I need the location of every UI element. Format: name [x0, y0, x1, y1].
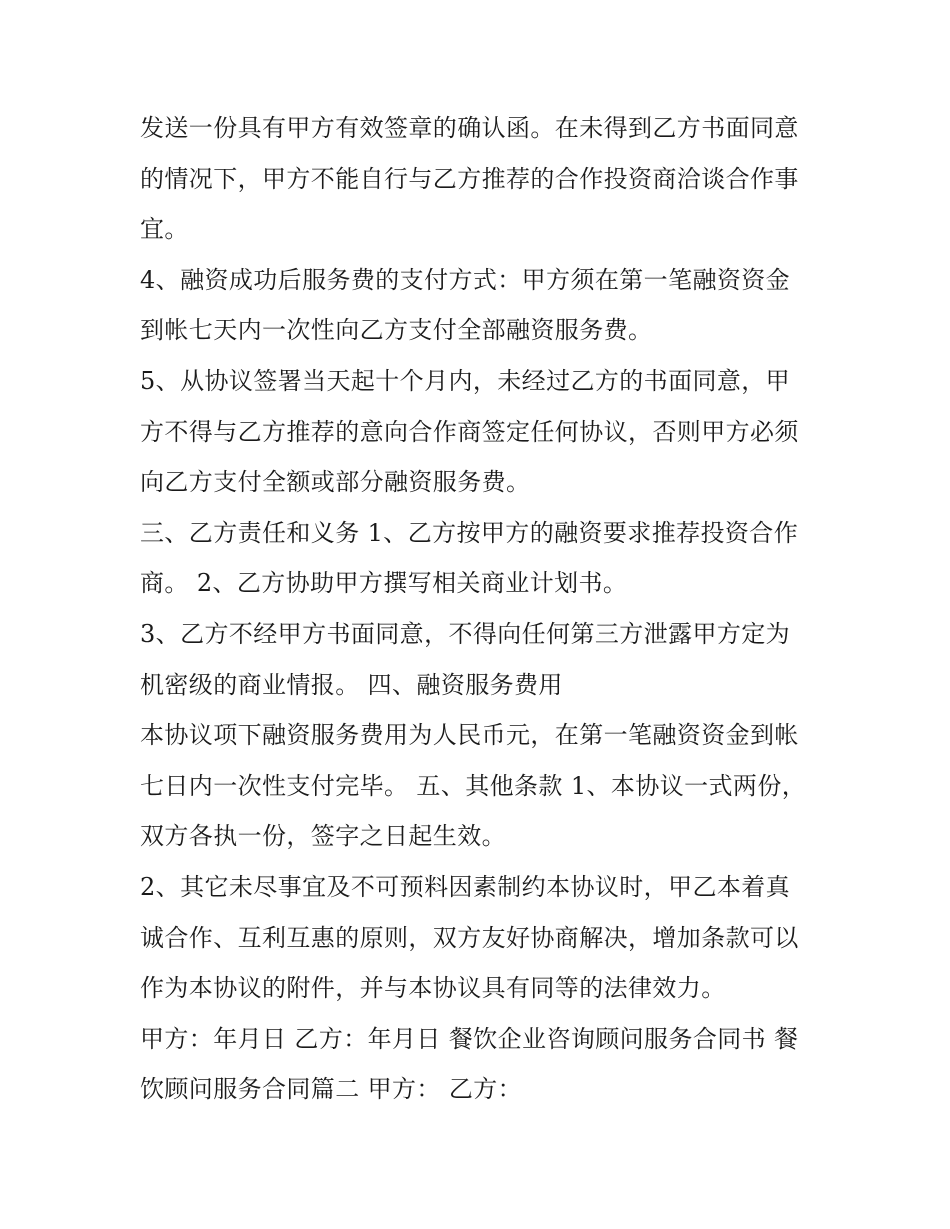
text-line: 2、其它未尽事宜及不可预料因素制约本协议时，甲乙本着真 — [140, 872, 791, 901]
text-line: 宜。 — [140, 215, 189, 244]
text-line: 七日内一次性支付完毕。 五、其他条款 1、本协议一式两份， — [140, 771, 807, 800]
text-line: 本协议项下融资服务费用为人民币元，在第一笔融资资金到帐 — [140, 721, 799, 750]
text-line: 作为本协议的附件，并与本协议具有同等的法律效力。 — [140, 974, 726, 1003]
text-line: 双方各执一份，签字之日起生效。 — [140, 822, 506, 851]
text-line: 5、从协议签署当天起十个月内，未经过乙方的书面同意，甲 — [140, 366, 791, 395]
text-line: 方不得与乙方推荐的意向合作商签定任何协议，否则甲方必须 — [140, 417, 799, 446]
document-body — [140, 103, 820, 1115]
text-line: 3、乙方不经甲方书面同意，不得向任何第三方泄露甲方定为 — [140, 619, 791, 648]
text-line: 甲方：年月日 乙方：年月日 餐饮企业咨询顾问服务合同书 餐 — [140, 1024, 799, 1053]
text-line: 饮顾问服务合同篇二 甲方： 乙方： — [140, 1075, 523, 1104]
text-line: 4、融资成功后服务费的支付方式：甲方须在第一笔融资资金 — [140, 265, 791, 294]
text-line: 三、乙方责任和义务 1、乙方按甲方的融资要求推荐投资合作 — [140, 518, 799, 547]
text-line: 商。 2、乙方协助甲方撰写相关商业计划书。 — [140, 569, 628, 598]
text-line: 机密级的商业情报。 四、融资服务费用 — [140, 670, 563, 699]
text-line: 发送一份具有甲方有效签章的确认函。在未得到乙方书面同意 — [140, 114, 799, 142]
text-line: 的情况下，甲方不能自行与乙方推荐的合作投资商洽谈合作事 — [140, 164, 799, 193]
text-line: 到帐七天内一次性向乙方支付全部融资服务费。 — [140, 316, 653, 345]
text-line: 诚合作、互利互惠的原则，双方友好协商解决，增加条款可以 — [140, 923, 799, 952]
text-line: 向乙方支付全额或部分融资服务费。 — [140, 468, 531, 497]
